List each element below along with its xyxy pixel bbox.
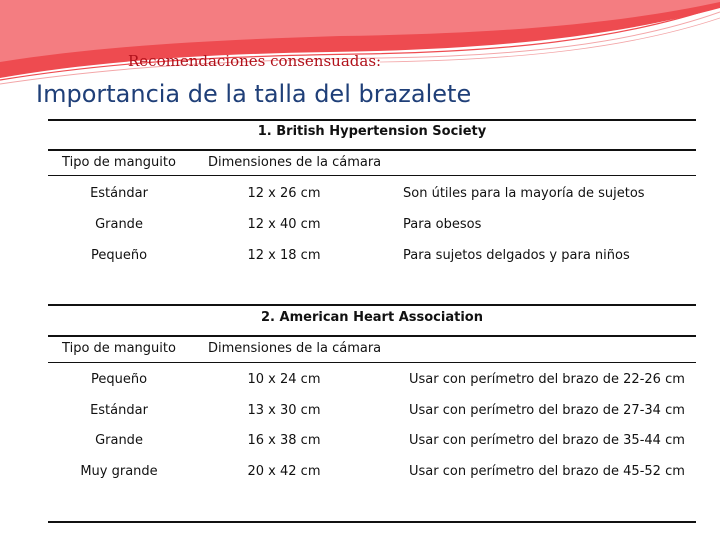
column-header-dimensions: Dimensiones de la cámara [208, 341, 382, 356]
table-cell: Son útiles para la mayoría de sujetos [403, 186, 645, 201]
decorative-header-swoosh [0, 0, 720, 90]
subtitle: Recomendaciones consensuadas: [128, 52, 382, 70]
table-cell: Para sujetos delgados y para niños [403, 248, 630, 263]
section-title-aha: 2. American Heart Association [261, 310, 483, 325]
table-cell: Muy grande [80, 464, 158, 479]
table-cell: Para obesos [403, 217, 482, 232]
table-cell: 10 x 24 cm [247, 372, 321, 387]
table-rule [48, 149, 696, 151]
section-title-bhs: 1. British Hypertension Society [257, 124, 487, 139]
table-cell: Usar con perímetro del brazo de 27-34 cm [409, 403, 685, 418]
column-header-cuff-type: Tipo de manguito [62, 155, 176, 170]
table-cell: 20 x 42 cm [247, 464, 321, 479]
table-cell: Usar con perímetro del brazo de 22-26 cm [409, 372, 685, 387]
table-cell: 16 x 38 cm [247, 433, 321, 448]
table-cell: 12 x 40 cm [247, 217, 321, 232]
table-cell: Pequeño [90, 372, 148, 387]
table-cell: Grande [95, 433, 143, 448]
table-cell: Pequeño [90, 248, 148, 263]
table-rule [48, 304, 696, 306]
table-cell: Estándar [90, 186, 148, 201]
table-rule [48, 335, 696, 337]
table-rule-bottom [48, 521, 696, 523]
table-cell: Usar con perímetro del brazo de 35-44 cm [409, 433, 685, 448]
table-cell: Grande [95, 217, 143, 232]
table-rule-top [48, 119, 696, 121]
table-cell: Usar con perímetro del brazo de 45-52 cm [409, 464, 685, 479]
column-header-dimensions: Dimensiones de la cámara [208, 155, 382, 170]
table-rule [48, 362, 696, 363]
table-cell: 12 x 18 cm [247, 248, 321, 263]
table-cell: Estándar [90, 403, 148, 418]
page-title: Importancia de la talla del brazalete [36, 80, 472, 108]
table-cell: 13 x 30 cm [247, 403, 321, 418]
table-cell: 12 x 26 cm [247, 186, 321, 201]
column-header-cuff-type: Tipo de manguito [62, 341, 176, 356]
table-rule [48, 175, 696, 176]
